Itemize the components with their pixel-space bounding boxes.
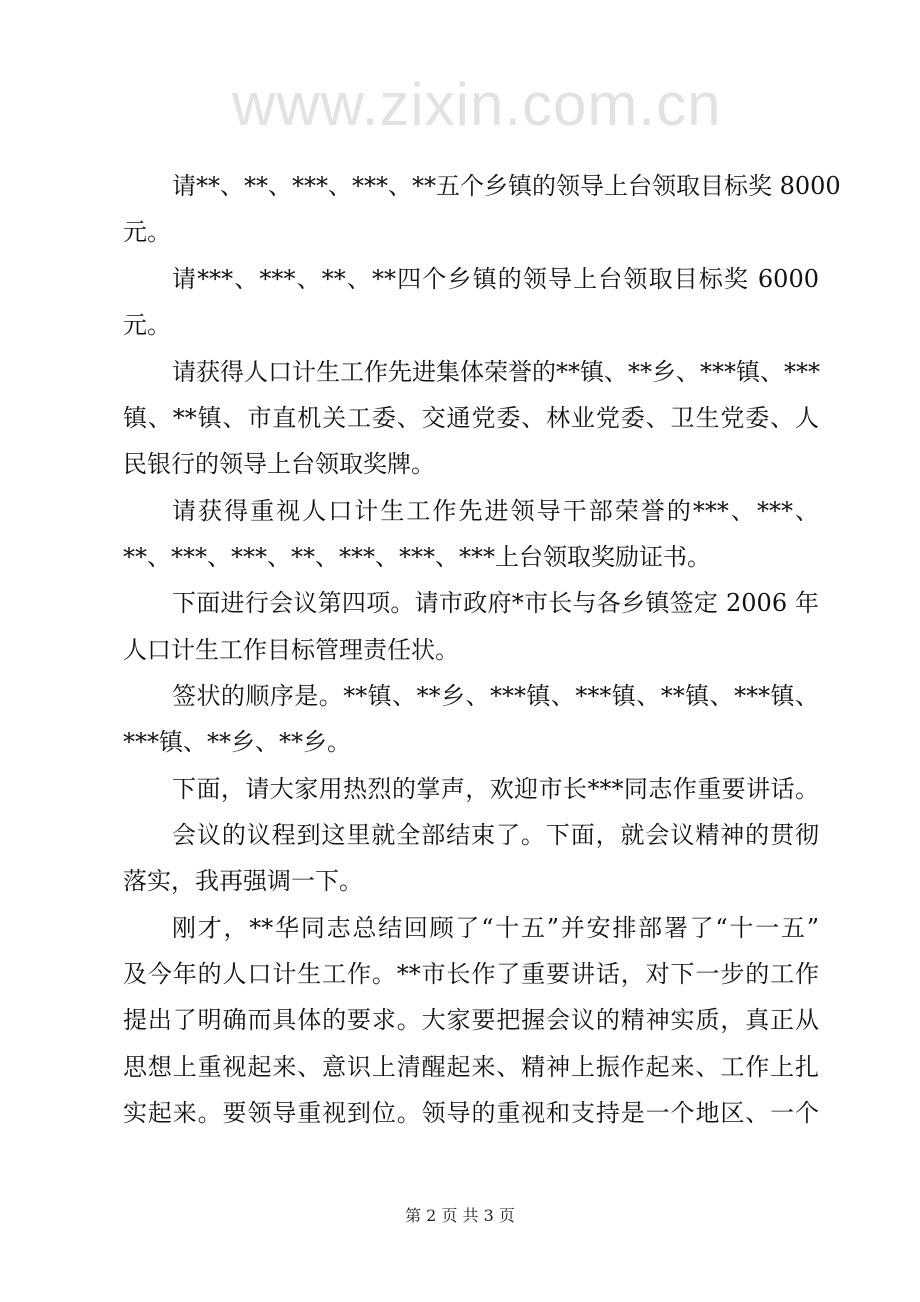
text-line: 落实，我再强调一下。 bbox=[123, 867, 363, 895]
text-line: 下面进行会议第四项。请市政府*市长与各乡镇签定 2006 年 bbox=[172, 589, 819, 617]
text-line: **、***、***、**、***、***、***上台领取奖励证书。 bbox=[123, 543, 711, 571]
text-line: 提出了明确而具体的要求。大家要把握会议的精神实质，真正从 bbox=[123, 1006, 819, 1034]
text-line: 及今年的人口计生工作。**市长作了重要讲话，对下一步的工作 bbox=[123, 960, 819, 988]
text-line: 会议的议程到这里就全部结束了。下面，就会议精神的贯彻 bbox=[172, 821, 819, 849]
text-line: 实起来。要领导重视到位。领导的重视和支持是一个地区、一个 bbox=[123, 1099, 819, 1127]
page-footer: 第 2 页 共 3 页 bbox=[405, 1206, 515, 1225]
text-line: 思想上重视起来、意识上清醒起来、精神上振作起来、工作上扎 bbox=[123, 1053, 819, 1081]
text-line: 请获得人口计生工作先进集体荣誉的**镇、**乡、***镇、*** bbox=[172, 358, 820, 386]
text-line: 元。 bbox=[123, 311, 171, 339]
text-line: ***镇、**乡、**乡。 bbox=[123, 728, 351, 756]
text-line: 刚才，**华同志总结回顾了“十五”并安排部署了“十一五” bbox=[172, 914, 819, 942]
text-line: 镇、**镇、市直机关工委、交通党委、林业党委、卫生党委、人 bbox=[123, 404, 819, 432]
text-line: 请***、***、**、**四个乡镇的领导上台领取目标奖 6000 bbox=[172, 265, 819, 293]
text-line: 民银行的领导上台领取奖牌。 bbox=[123, 450, 435, 478]
text-line: 人口计生工作目标管理责任状。 bbox=[123, 636, 459, 664]
text-line: 请获得重视人口计生工作先进领导干部荣誉的***、***、 bbox=[172, 497, 819, 525]
text-line: 请**、**、***、***、**五个乡镇的领导上台领取目标奖 8000 bbox=[172, 172, 841, 200]
text-line: 下面，请大家用热烈的掌声，欢迎市长***同志作重要讲话。 bbox=[172, 775, 819, 803]
text-line: 签状的顺序是。**镇、**乡、***镇、***镇、**镇、***镇、 bbox=[172, 682, 819, 710]
text-line: 元。 bbox=[123, 218, 171, 246]
watermark: www.zixin.com.cn bbox=[232, 71, 722, 138]
